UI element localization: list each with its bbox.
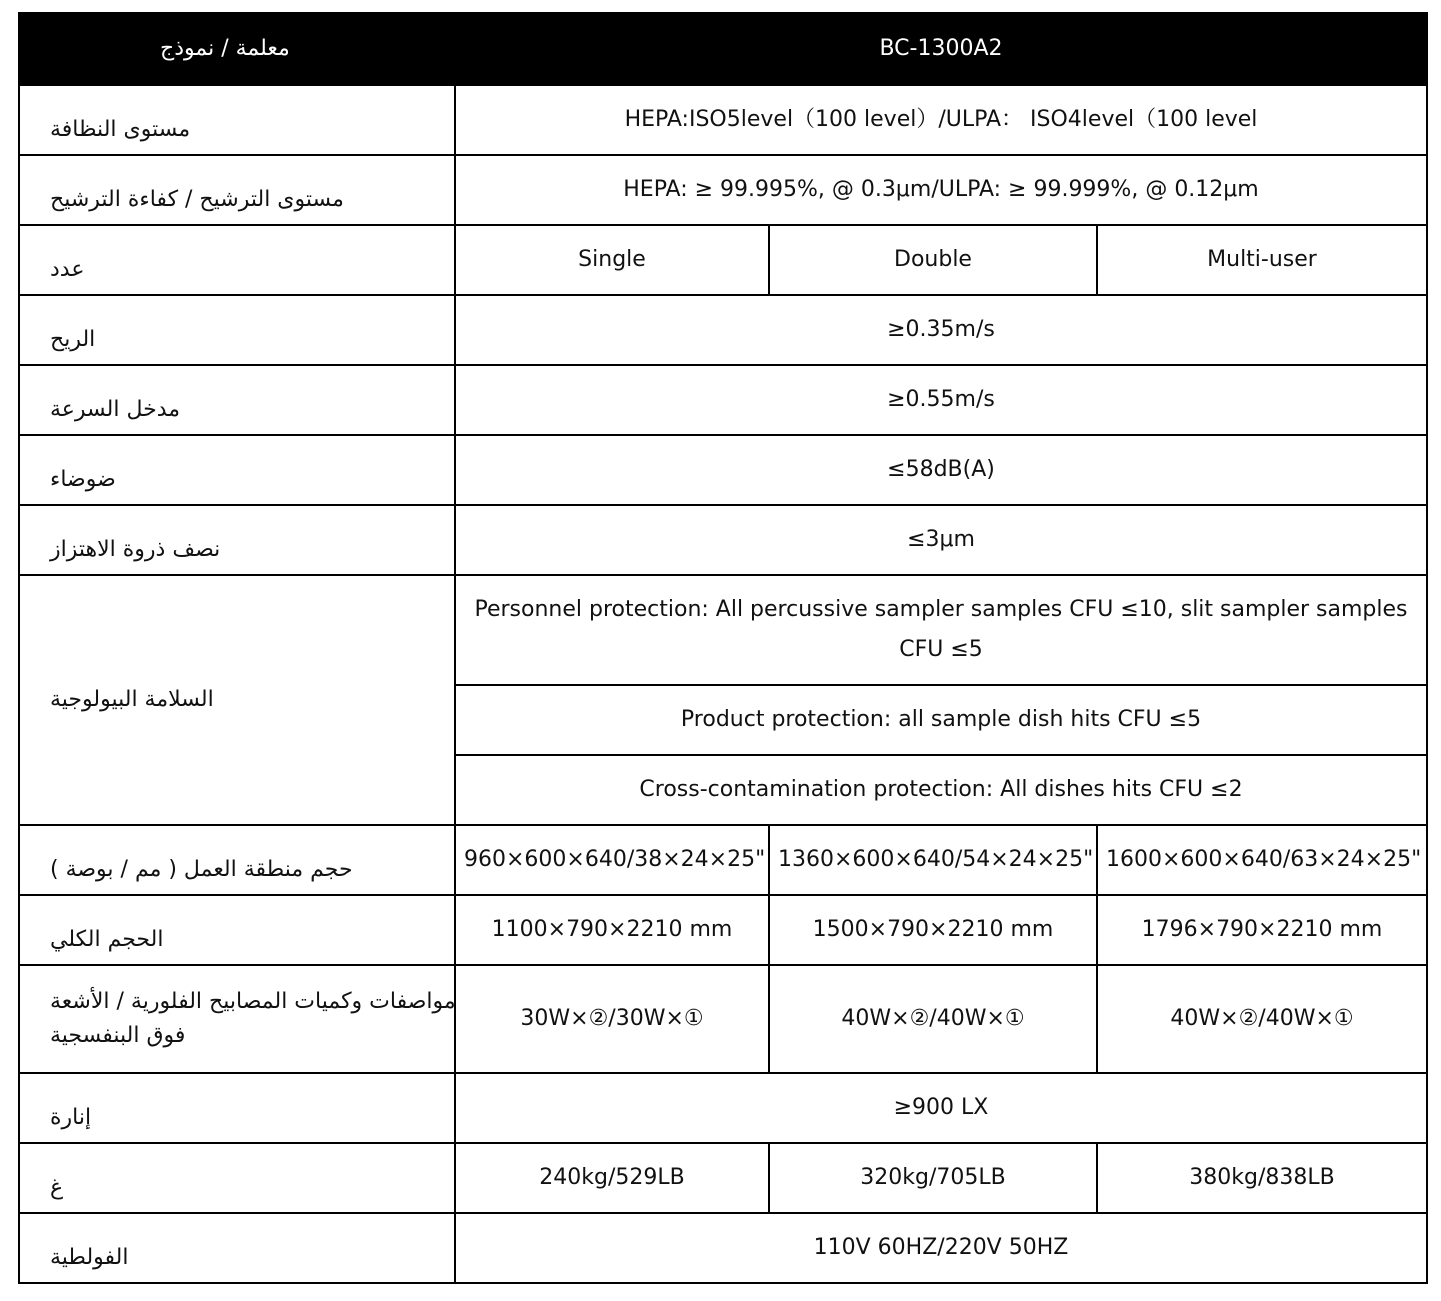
- table-row: [19, 85, 1427, 155]
- row-value: ≥900 LX: [455, 1073, 1427, 1143]
- row-value: 1600×600×640/63×24×25": [1097, 825, 1427, 895]
- row-value: HEPA: ≥ 99.995%, @ 0.3μm/ULPA: ≥ 99.999%, @ 0.12μm: [455, 155, 1427, 225]
- table-row: [19, 825, 1427, 895]
- lamp-label-line1: مواصفات وكميات المصابيح الفلورية / الأشعة: [50, 989, 456, 1014]
- row-value: ≥0.35m/s: [455, 295, 1427, 365]
- row-label: مدخل السرعة: [19, 365, 455, 435]
- row-value: ≤3μm: [455, 505, 1427, 575]
- row-value: Multi-user: [1097, 225, 1427, 295]
- table-row: [19, 895, 1427, 965]
- row-label: الريح: [19, 295, 455, 365]
- row-label: السلامة البيولوجية: [19, 575, 455, 825]
- table-row: [19, 965, 1427, 1073]
- header-model: BC-1300A2: [455, 13, 1427, 85]
- row-value: ≤58dB(A): [455, 435, 1427, 505]
- table-row: [19, 1213, 1427, 1283]
- row-value: 240kg/529LB: [455, 1143, 769, 1213]
- table-row: [19, 365, 1427, 435]
- table-row: [19, 1073, 1427, 1143]
- row-value: 320kg/705LB: [769, 1143, 1097, 1213]
- row-value: 380kg/838LB: [1097, 1143, 1427, 1213]
- table-header-row: [19, 13, 1427, 85]
- row-label: مستوى النظافة: [19, 85, 455, 155]
- table-row: [19, 505, 1427, 575]
- table-row: [19, 435, 1427, 505]
- row-label: ضوضاء: [19, 435, 455, 505]
- header-label: معلمة / نموذج: [19, 13, 455, 85]
- row-value: 40W×②/40W×①: [769, 965, 1097, 1073]
- row-value: 40W×②/40W×①: [1097, 965, 1427, 1073]
- row-label: مستوى الترشيح / كفاءة الترشيح: [19, 155, 455, 225]
- table-row: [19, 575, 1427, 685]
- row-label: عدد: [19, 225, 455, 295]
- row-value: HEPA:ISO5level（100 level）/ULPA： ISO4level（100 level: [455, 85, 1427, 155]
- row-value: 1796×790×2210 mm: [1097, 895, 1427, 965]
- table-row: [19, 1143, 1427, 1213]
- bio-product-value: Product protection: all sample dish hits CFU ≤5: [455, 685, 1427, 755]
- row-label: الحجم الكلي: [19, 895, 455, 965]
- row-label: حجم منطقة العمل ( مم / بوصة ): [19, 825, 455, 895]
- row-value: 110V 60HZ/220V 50HZ: [455, 1213, 1427, 1283]
- row-label: الفولطية: [19, 1213, 455, 1283]
- lamp-label-line2: فوق البنفسجية: [50, 1023, 186, 1048]
- row-value: 1100×790×2210 mm: [455, 895, 769, 965]
- row-value: 1500×790×2210 mm: [769, 895, 1097, 965]
- row-label: إنارة: [19, 1073, 455, 1143]
- bio-cross-value: Cross-contamination protection: All dishes hits CFU ≤2: [455, 755, 1427, 825]
- spec-table: [18, 12, 1428, 1284]
- row-value: Double: [769, 225, 1097, 295]
- row-label: [19, 965, 455, 1073]
- row-value: 1360×600×640/54×24×25": [769, 825, 1097, 895]
- table-row: [19, 225, 1427, 295]
- row-label: نصف ذروة الاهتزاز: [19, 505, 455, 575]
- row-value: Single: [455, 225, 769, 295]
- bio-personnel-value: Personnel protection: All percussive sampler samples CFU ≤10, slit sampler samples CFU ≤5: [455, 575, 1427, 685]
- row-label: غ: [19, 1143, 455, 1213]
- table-row: [19, 155, 1427, 225]
- row-value: 30W×②/30W×①: [455, 965, 769, 1073]
- row-value: 960×600×640/38×24×25": [455, 825, 769, 895]
- row-value: ≥0.55m/s: [455, 365, 1427, 435]
- table-row: [19, 295, 1427, 365]
